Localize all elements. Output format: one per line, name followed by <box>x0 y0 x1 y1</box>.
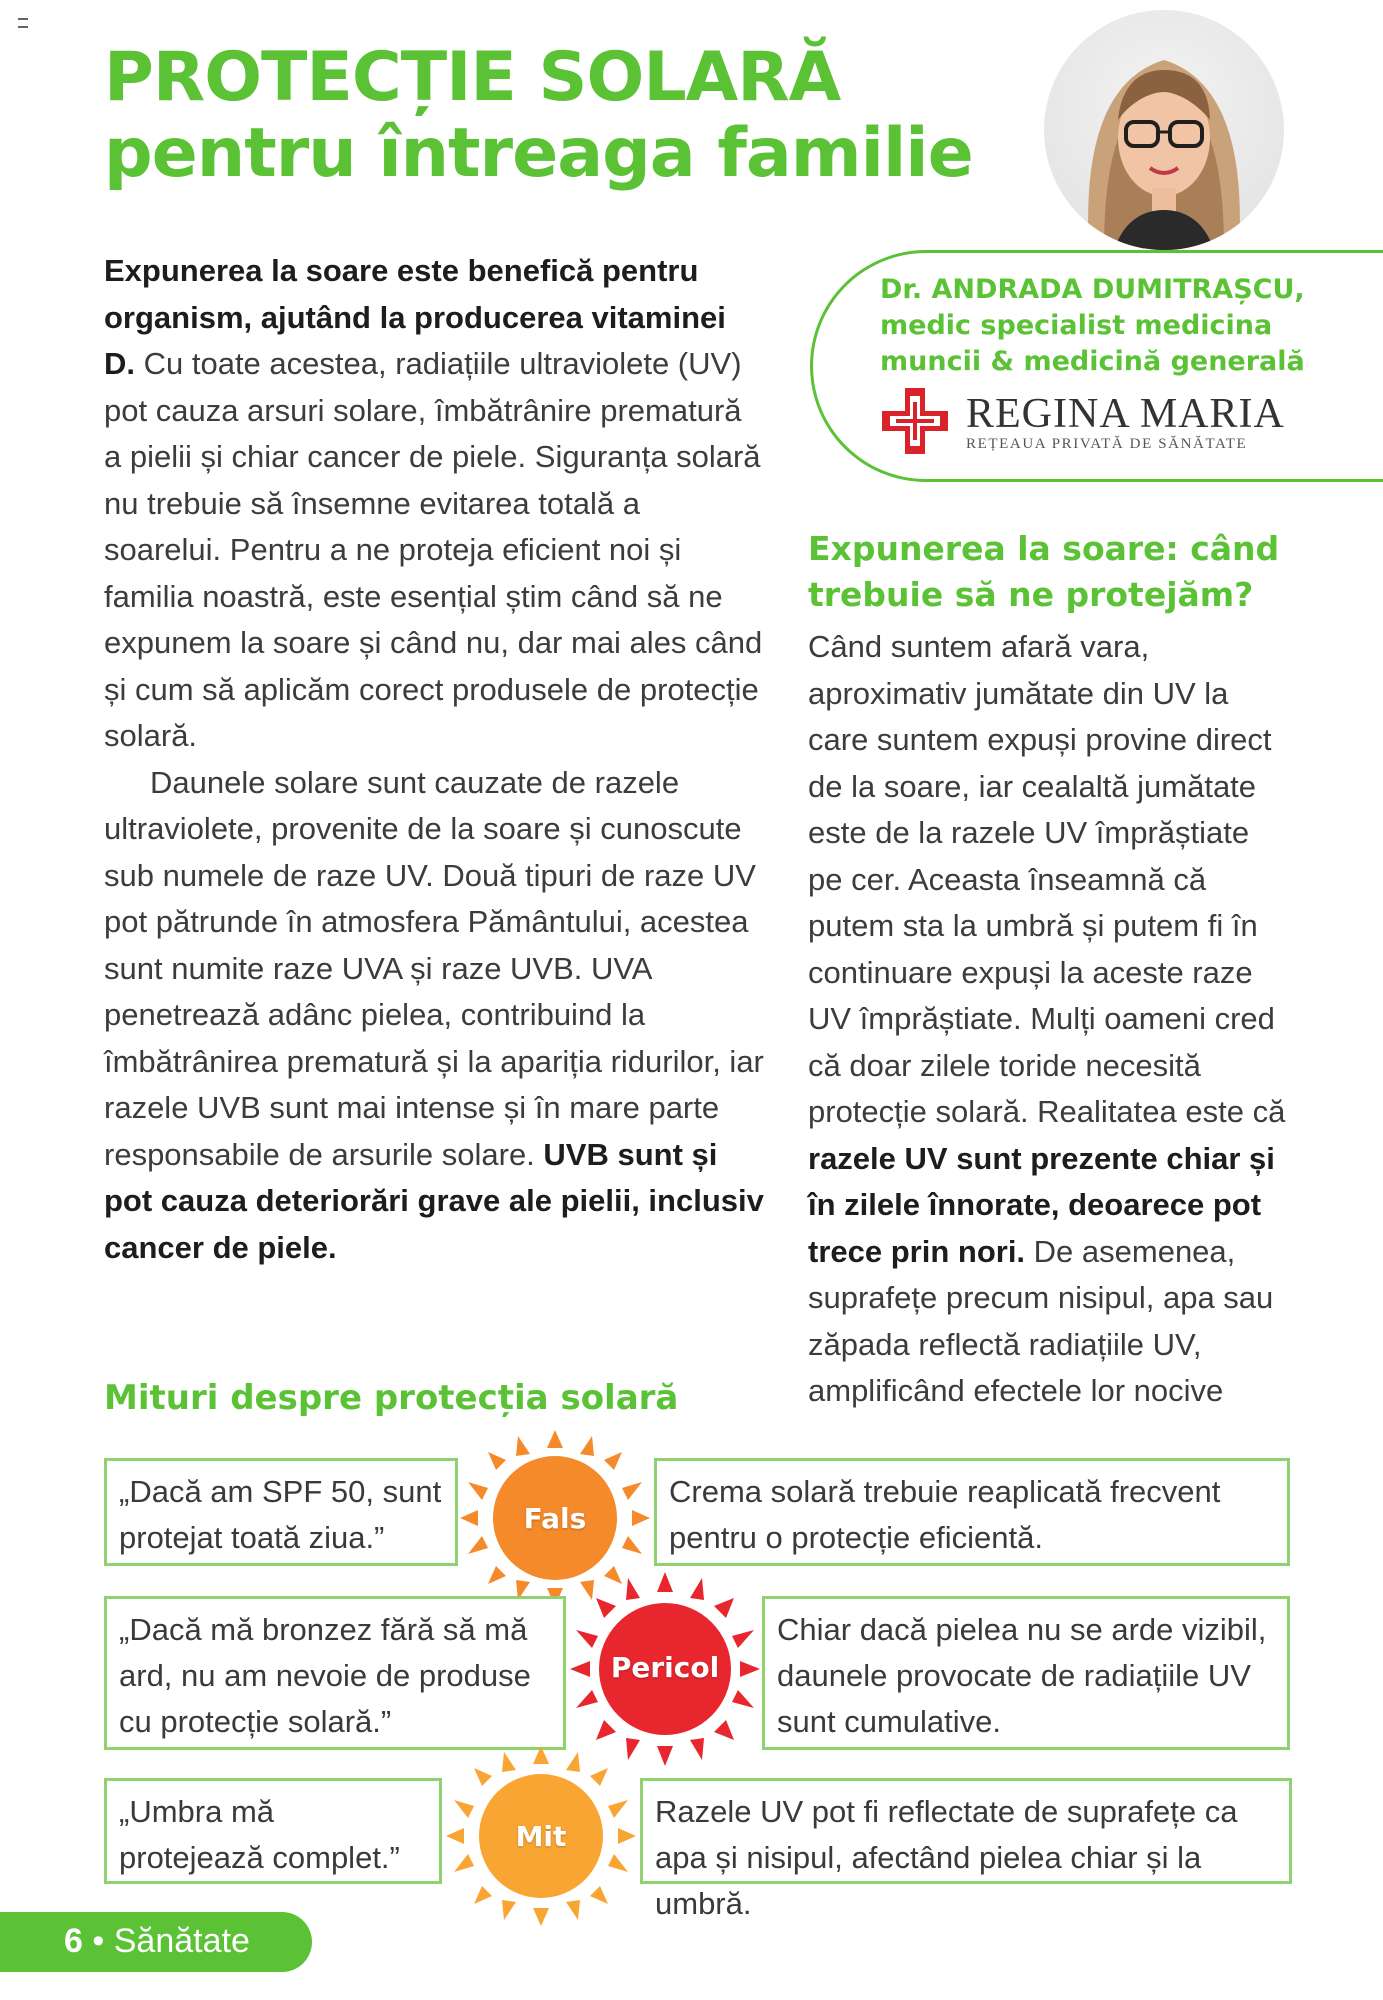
page-number: 6 <box>64 1922 83 1960</box>
exposure-text-2: De asemenea, suprafețe precum nisipul, apa sau zăpada reflectă radiațiile UV, amplificând efectele lor nocive <box>808 1233 1274 1408</box>
uv-bold: UVB sunt și pot cauza deteriorări grave ale pielii, inclusiv cancer de piele. <box>104 1136 764 1265</box>
section-name: Sănătate <box>113 1922 250 1960</box>
myths-heading: Mituri despre protecția solară <box>104 1378 679 1418</box>
footer-separator: • <box>92 1922 105 1960</box>
logo-tagline: REȚEAUA PRIVATĂ DE SĂNĂTATE <box>966 436 1248 452</box>
sun-label-mit: Mit <box>515 1820 567 1853</box>
author-photo <box>1044 10 1284 250</box>
myth-box-3: „Umbra mă protejează complet.” <box>104 1778 442 1884</box>
corner-mark <box>18 18 28 28</box>
uv-paragraph <box>104 760 764 1272</box>
truth-box-3: Razele UV pot fi reflectate de suprafețe ca apa și nisipul, afectând pielea chiar și la umbră. <box>640 1778 1292 1884</box>
truth-box-1: Crema solară trebuie reaplicată frecvent pentru o protecție eficientă. <box>654 1458 1290 1566</box>
regina-maria-cross-icon <box>880 386 950 461</box>
intro-text: Cu toate acestea, radiațiile ultraviolete (UV) pot cauza arsuri solare, îmbătrânire prematură a pielii și chiar cancer de piele. Siguranța solară nu trebuie să însemne evitarea totală a soarelui. Pentru a ne proteja eficient noi și familia noastră, este esențial știm când să ne expunem la soare și când nu, dar mai ales când și cum să aplicăm corect produsele de protecție solară. <box>104 346 763 753</box>
regina-maria-logo <box>966 392 1285 453</box>
author-credit <box>880 272 1305 380</box>
myth-box-2: „Dacă mă bronzez fără să mă ard, nu am nevoie de produse cu protecție solară.” <box>104 1596 566 1750</box>
left-column <box>104 248 764 1271</box>
author-name: Dr. ANDRADA DUMITRAȘCU, <box>880 274 1305 305</box>
title-line-2: pentru întreaga familie <box>104 114 973 194</box>
uv-text: Daunele solare sunt cauzate de razele ultraviolete, provenite de la soare și cunoscute sub numele de raze UV. Două tipuri de raze UV pot pătrunde în atmosfera Pământului, acestea sunt numite raze UVA și raze UVB. UVA penetrează adânc pielea, contribuind la îmbătrânirea prematură și la apariția ridurilor, iar razele UVB sunt mai intense și în mare parte responsabile de arsurile solare. <box>104 764 764 1172</box>
section-heading: Expunerea la soare: când trebuie să ne protejăm? <box>808 529 1280 614</box>
author-role-1: medic specialist medicina <box>880 310 1273 341</box>
intro-bold: Expunerea la soare este benefică pentru organism, ajutând la producerea vitaminei D. <box>104 253 726 381</box>
logo-brand: REGINA MARIA <box>966 391 1285 437</box>
right-column <box>808 624 1288 1415</box>
footer-label <box>64 1922 250 1961</box>
myth-box-1: „Dacă am SPF 50, sunt protejat toată ziua.” <box>104 1458 458 1566</box>
title-line-1: PROTECȚIE SOLARĂ <box>104 38 841 117</box>
page-title <box>104 40 973 192</box>
exposure-paragraph <box>808 624 1288 1415</box>
sun-label-fals: Fals <box>523 1502 587 1535</box>
truth-box-2: Chiar dacă pielea nu se arde vizibil, daunele provocate de radiațiile UV sunt cumulative. <box>762 1596 1290 1750</box>
portrait-image <box>1044 10 1284 250</box>
author-role-2: muncii & medicină generală <box>880 346 1305 377</box>
sun-label-pericol: Pericol <box>610 1651 720 1684</box>
exposure-bold: razele UV sunt prezente chiar și în zilele înnorate, deoarece pot trece prin nori. <box>808 1140 1275 1269</box>
intro-paragraph <box>104 248 764 760</box>
exposure-text-1: Când suntem afară vara, aproximativ jumătate din UV la care suntem expuși provine direct de la soare, iar cealaltă jumătate este de la razele UV împrăștiate pe cer. Aceasta înseamnă că putem sta la umbră și putem fi în continuare expuși la aceste raze UV împrăștiate. Mulți oameni cred că doar zilele toride necesită protecție solară. Realitatea este că <box>808 629 1286 1129</box>
